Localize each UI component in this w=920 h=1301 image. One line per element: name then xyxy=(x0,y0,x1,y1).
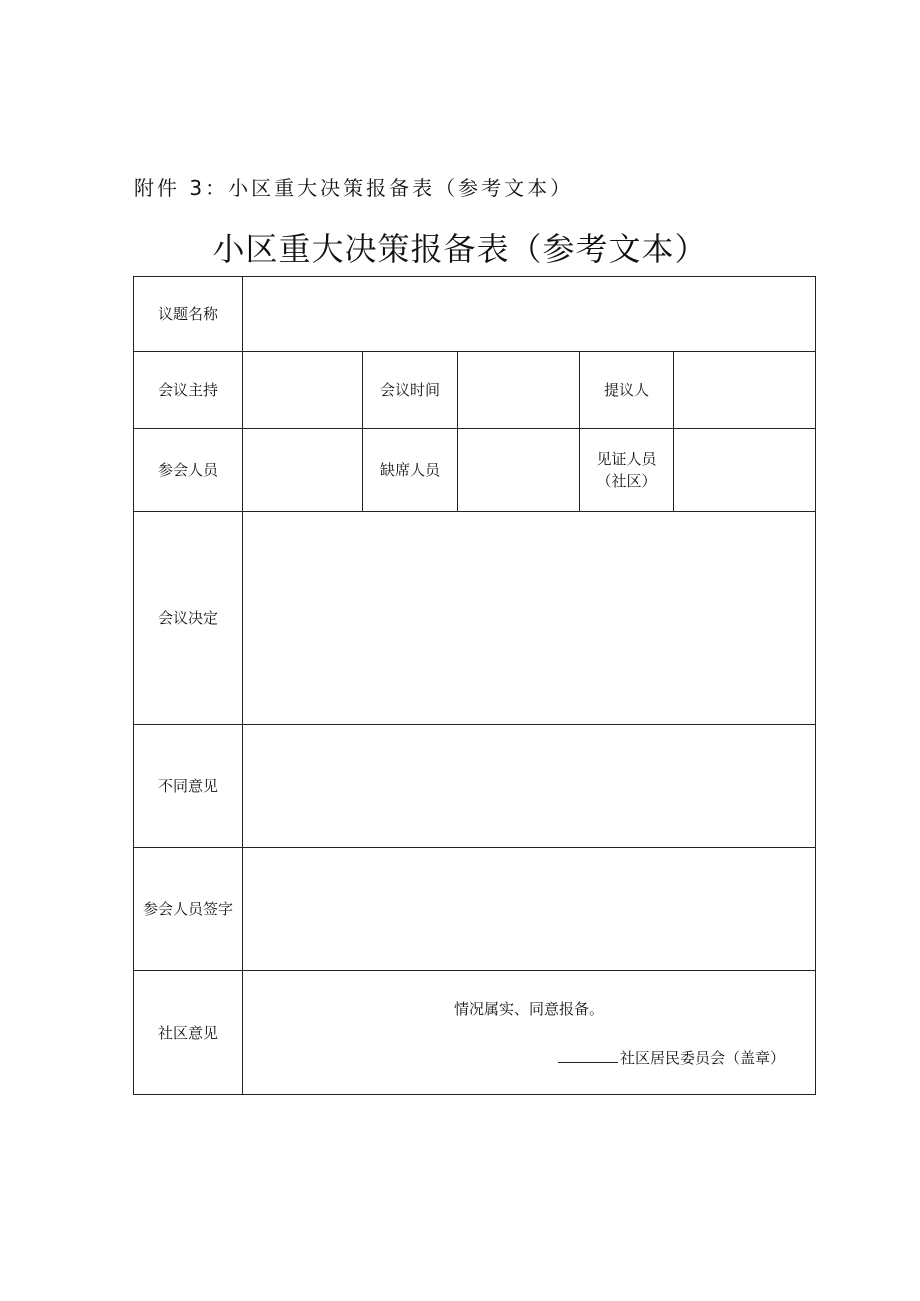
topic-label: 议题名称 xyxy=(134,277,243,352)
attendees-field[interactable] xyxy=(243,429,363,512)
committee-sign-text: 社区居民委员会（盖章） xyxy=(620,1049,786,1067)
absentees-field[interactable] xyxy=(458,429,580,512)
row-meeting-info xyxy=(134,352,816,429)
time-field[interactable] xyxy=(458,352,580,429)
row-participants xyxy=(134,429,816,512)
dissent-label: 不同意见 xyxy=(134,725,243,848)
witness-label-line1: 见证人员 xyxy=(596,450,657,468)
topic-field[interactable] xyxy=(243,277,816,352)
host-label: 会议主持 xyxy=(134,352,243,429)
attachment-heading: 附件 3：小区重大决策报备表（参考文本） xyxy=(134,176,574,200)
community-opinion-label: 社区意见 xyxy=(134,971,243,1095)
decision-label: 会议决定 xyxy=(134,512,243,725)
signature-label: 参会人员签字 xyxy=(134,848,243,971)
row-topic xyxy=(134,277,816,352)
host-field[interactable] xyxy=(243,352,363,429)
community-opinion-text: 情况属实、同意报备。 xyxy=(454,1000,605,1018)
dissent-field[interactable] xyxy=(243,725,816,848)
time-label: 会议时间 xyxy=(363,352,458,429)
proposer-label: 提议人 xyxy=(580,352,674,429)
row-community-opinion xyxy=(134,971,816,1095)
witness-label-line2: （社区） xyxy=(596,472,657,490)
committee-sign-line xyxy=(558,1046,785,1069)
report-form-table xyxy=(133,276,816,1095)
row-decision xyxy=(134,512,816,725)
attendees-label: 参会人员 xyxy=(134,429,243,512)
row-signature xyxy=(134,848,816,971)
document-title: 小区重大决策报备表（参考文本） xyxy=(212,230,708,268)
community-name-blank[interactable] xyxy=(558,1046,618,1063)
proposer-field[interactable] xyxy=(674,352,816,429)
signature-field[interactable] xyxy=(243,848,816,971)
community-opinion-field xyxy=(243,971,816,1095)
decision-field[interactable] xyxy=(243,512,816,725)
row-dissent xyxy=(134,725,816,848)
witness-field[interactable] xyxy=(674,429,816,512)
absentees-label: 缺席人员 xyxy=(363,429,458,512)
witness-label xyxy=(580,429,674,512)
